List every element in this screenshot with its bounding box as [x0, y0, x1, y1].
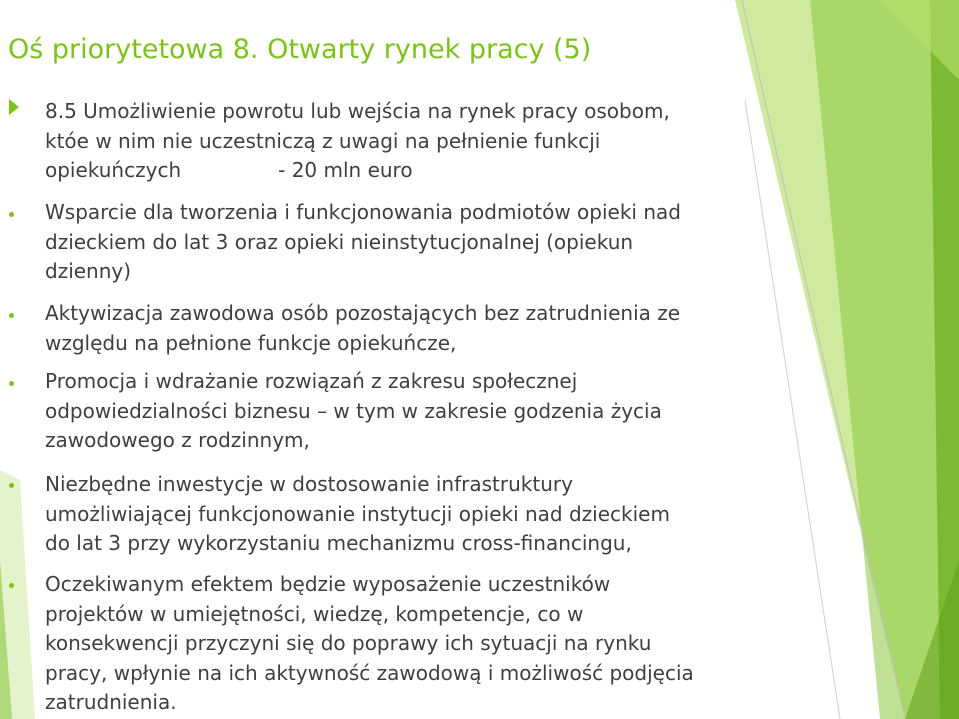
bullet-item: Aktywizacja zawodowa osób pozostających bez zatrudnienia ze względu na pełnione funkcje opiekuńcze,: [45, 301, 681, 355]
slide-title: Oś priorytetowa 8. Otwarty rynek pracy (5): [8, 34, 592, 65]
lead-bullet-text: 8.5 Umożliwienie powrotu lub wejścia na rynek pracy osobom, któe w nim nie uczestniczą z uwagi na pełnienie funkcji opiekuńczych - 20 mln euro: [45, 99, 670, 182]
bullet-item: Niezbędne inwestycje w dostosowanie infrastruktury umożliwiającej funkcjonowanie instytucji opieki nad dzieckiem do lat 3 przy wykorzystaniu mechanizmu cross-financingu,: [45, 472, 670, 555]
budget-amount: - 20 mln euro: [278, 158, 413, 182]
arrow-bullet-icon: [9, 99, 19, 115]
bullet-dot-icon: [9, 313, 14, 318]
bullet-item: Oczekiwanym efektem będzie wyposażenie uczestników projektów w umiejętności, wiedzę, kompetencje, co w konsekwencji przyczyni się do poprawy ich sytuacji na rynku pracy, wpłynie na ich aktywność zawodową i możliwość podjęcia zatrudnienia.: [45, 572, 694, 714]
bullet-dot-icon: [9, 483, 14, 488]
bullet-dot-icon: [9, 381, 14, 386]
bullet-dot-icon: [9, 583, 14, 588]
bullet-dot-icon: [9, 212, 14, 217]
bullet-item: Wsparcie dla tworzenia i funkcjonowania podmiotów opieki nad dzieckiem do lat 3 oraz opieki nieinstytucjonalnej (opiekun dzienny): [45, 200, 681, 283]
bullet-item: Promocja i wdrażanie rozwiązań z zakresu społecznej odpowiedzialności biznesu – w tym w zakresie godzenia życia zawodowego z rodzinnym,: [45, 369, 662, 452]
